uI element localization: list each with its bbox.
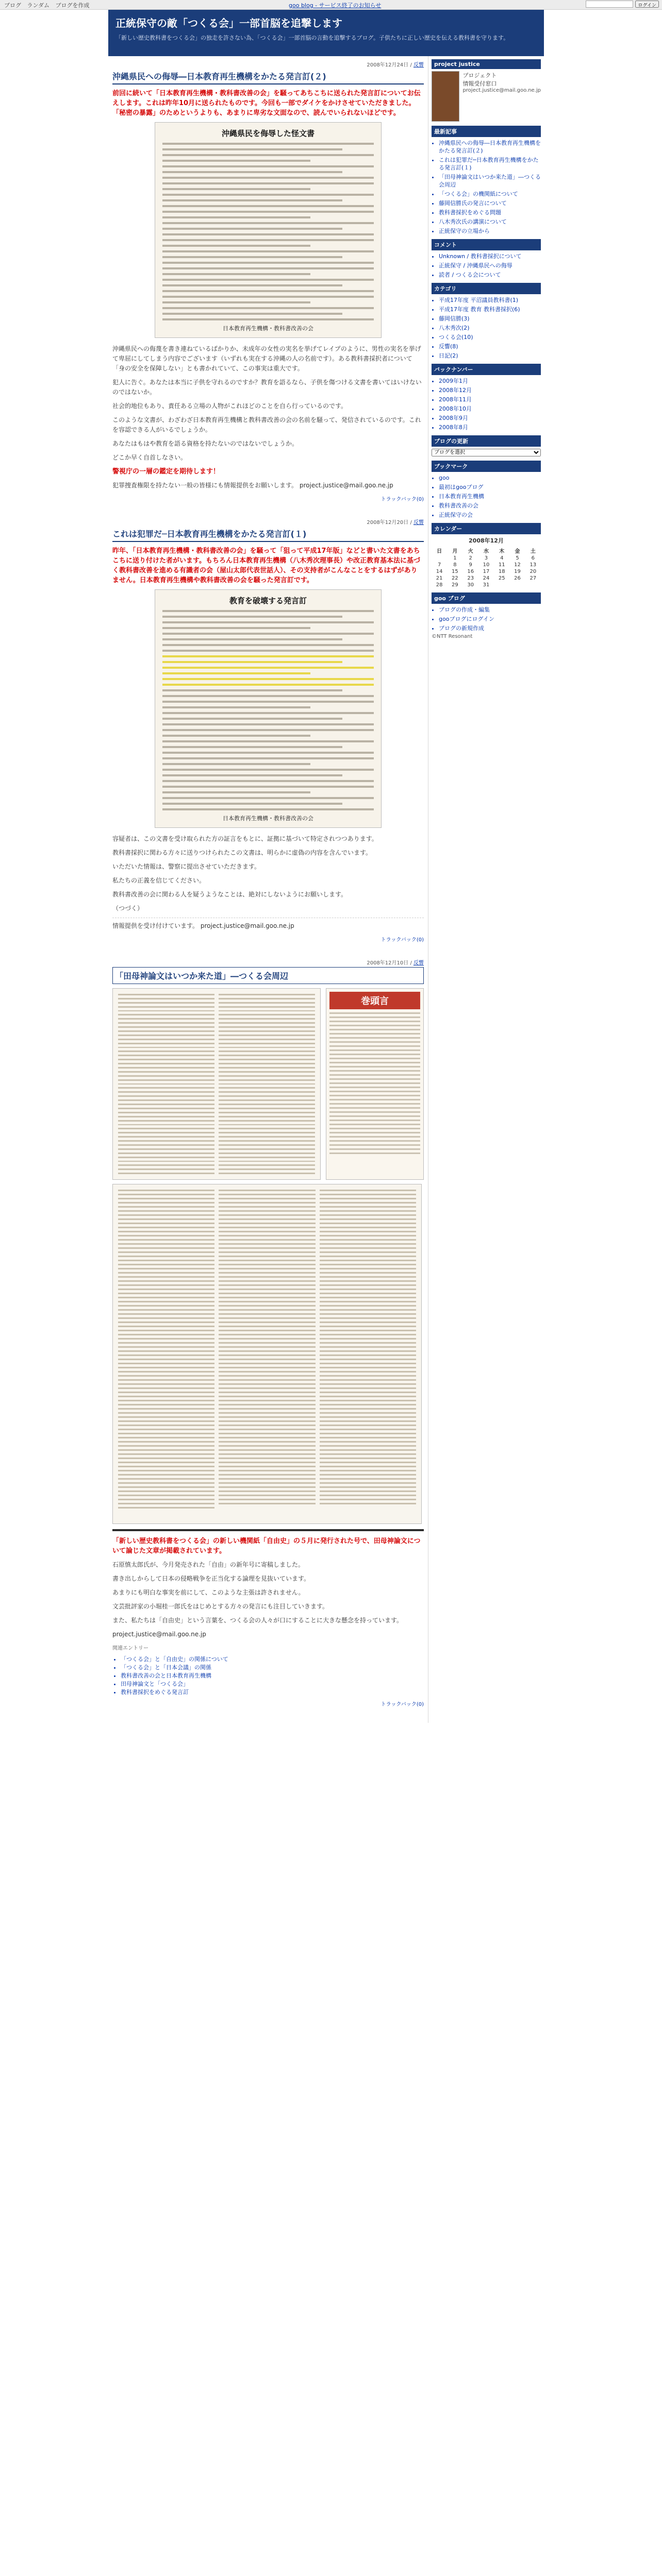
paper-heading: 巻頭言: [329, 992, 420, 1009]
recent-entry-link[interactable]: • 正統保守の立場から: [439, 227, 541, 235]
category-link[interactable]: • 反響(8): [439, 343, 541, 350]
goo-link[interactable]: • ブログの新規作成: [439, 624, 541, 632]
paper-scan-image: [112, 1184, 422, 1524]
clipping-headline: 教育を破壊する発言訂: [229, 596, 307, 605]
bookmark-link[interactable]: • 教科書改善の会: [439, 502, 541, 510]
recent-entry-link[interactable]: • 八木秀次氏の講演について: [439, 218, 541, 226]
top-link-blog[interactable]: ブログ: [4, 2, 21, 9]
profile-name: プロジェクト: [462, 72, 497, 79]
trackback-link[interactable]: トラックバック(0): [380, 1702, 424, 1707]
goo-link[interactable]: • ブログの作成・編集: [439, 606, 541, 614]
clipping-caption: 日本教育再生機構・教科書改善の会: [223, 325, 313, 332]
backnumber-box: [432, 364, 541, 431]
entry-date: 2008年12月20日 / 反響: [367, 520, 424, 526]
top-links: [4, 1, 94, 9]
related-link[interactable]: • 教科書採択をめぐる発言訂: [121, 1688, 424, 1697]
entry-paragraph: 教科書採択に関わる方々に送りつけられたこの文書は、明らかに虚偽の内容を含んでいます。: [112, 849, 372, 856]
category-heading: カテゴリ: [432, 283, 541, 294]
entry-highlight: 警視庁の一層の鑑定を期待します！: [112, 468, 220, 476]
related-title: 関連エントリー: [112, 1646, 148, 1651]
calendar-month: 2008年12月: [469, 537, 504, 544]
paper-scan-area: [112, 988, 424, 1180]
profile-heading: project justice: [432, 59, 541, 69]
goo-box: [432, 592, 541, 639]
copyright: ©NTT Resonant: [432, 634, 473, 639]
entry-paragraph: このような文書が、わざわざ日本教育再生機構と教科書改善の会の名前を騒って、発信されているのです。これを容認できる人がいるでしょうか。: [112, 416, 421, 433]
bookmark-link[interactable]: • 最初はgooブログ: [439, 483, 541, 491]
paper-scan-text-image: [112, 988, 321, 1180]
profile-mail[interactable]: project.justice@mail.goo.ne.jp: [462, 88, 541, 93]
entry-paragraph: あまりにも明白な事実を前にして、このような主張は許されません。: [112, 1589, 305, 1596]
clipping-caption: 日本教育再生機構・教科書改善の会: [223, 815, 313, 822]
entry-paragraph: いただいた情報は、警察に提出させていただきます。: [112, 863, 261, 870]
comment-link[interactable]: • 正統保守 / 沖縄県民への侮辱: [439, 262, 541, 269]
entry-body: [112, 1560, 424, 1697]
entry-paragraph: 教科書改善の会に関わる人を疑うようなことは、絶対にしないようにお願いします。: [112, 891, 347, 898]
profile-box: [432, 59, 541, 122]
calendar-table: 日 月 火 水 木 金 土 1 2 3 4 5 6 7 8 9 10 11 12 13 14 15 16 17 18 19 20 21 22 23 24 25 26 27 28 29 30 31: [436, 549, 537, 588]
blog-title[interactable]: 正統保守の敵「つくる会」一部首脳を追撃します: [115, 17, 342, 29]
top-login: [586, 1, 659, 8]
comments-heading: コメント: [432, 239, 541, 250]
entry: [112, 60, 424, 502]
calendar-heading: カレンダー: [432, 523, 541, 534]
related-link[interactable]: • 「つくる会」と「自由史」の関係について: [121, 1655, 424, 1664]
calendar-box: [432, 523, 541, 588]
backnumber-link[interactable]: • 2008年8月: [439, 423, 541, 431]
category-link[interactable]: • 八木秀次(2): [439, 324, 541, 332]
login-button[interactable]: ログイン: [635, 1, 659, 8]
recent-entry-link[interactable]: • 教科書採択をめぐる問題: [439, 209, 541, 216]
profile-text: 情報受付窓口: [462, 80, 497, 87]
bookmark-link[interactable]: • goo: [439, 474, 541, 482]
category-link[interactable]: • つくる会(10): [439, 333, 541, 341]
entry-body: [112, 834, 424, 931]
recent-entry-link[interactable]: • 藤岡信勝氏の発言について: [439, 199, 541, 207]
top-bar: [0, 0, 662, 10]
recent-heading: 最新記事: [432, 126, 541, 137]
category-link[interactable]: • 平成17年度 教育 教科書採択(6): [439, 306, 541, 313]
entry-signature: project.justice@mail.goo.ne.jp: [112, 1631, 206, 1638]
top-link-create[interactable]: ブログを作成: [55, 2, 90, 9]
backnumber-link[interactable]: • 2008年9月: [439, 414, 541, 422]
entry-title[interactable]: これは犯罪だ─日本教育再生機構をかたる発言訂(１): [112, 527, 424, 542]
entry-paragraph: 社会的地位もあり、責任ある立場の人物がこれほどのことを自ら行っているのです。: [112, 402, 347, 410]
newspaper-clipping-image: [155, 122, 382, 338]
backnumber-link[interactable]: • 2008年12月: [439, 386, 541, 394]
trackback-link[interactable]: トラックバック(0): [380, 937, 424, 943]
entry-paragraph: 犯人に告ぐ。あなたは本当に子供を守れるのですか？教育を語るなら、子供を傷つける文書を書いてはいけないのではないか。: [112, 379, 422, 396]
recent-entry-link[interactable]: • 「田母神論文はいつか来た道」―つくる会周辺: [439, 173, 541, 189]
bookmark-link[interactable]: • 日本教育再生機構: [439, 493, 541, 500]
category-box: [432, 283, 541, 360]
entry-title[interactable]: 「田母神論文はいつか来た道」―つくる会周辺: [112, 967, 424, 984]
entry: [112, 518, 424, 943]
entry-date: 2008年12月10日 / 反響: [367, 960, 424, 966]
entry-title[interactable]: 沖縄県民への侮辱―日本教育再生機構をかたる発言訂(２): [112, 69, 424, 84]
entry-signature: 情報提供を受け付けています。 project.justice@mail.goo.ne.jp: [112, 922, 294, 929]
entry-paragraph: 書き出しからして日本の侵略戦争を正当化する論理を見抜いています。: [112, 1575, 310, 1582]
entry-date: 2008年12月24日 / 反響: [367, 62, 424, 68]
recent-entries-box: [432, 126, 541, 235]
entry-category-link[interactable]: 反響: [413, 62, 424, 68]
blog-description: 「新しい歴史教科書をつくる会」の独走を許さない為、「つくる会」一部首脳の言動を追撃するブログ。子供たちに正しい歴史を伝える教科書を守ります。: [115, 35, 509, 41]
backnumber-heading: バックナンバー: [432, 364, 541, 375]
entry-paragraph: また、私たちは「自由史」という言葉を、つくる会の人々が口にすることに大きな懸念を持っています。: [112, 1617, 403, 1624]
recent-entry-link[interactable]: • 沖縄県民への侮辱―日本教育再生機構をかたる発言訂(２): [439, 139, 541, 155]
comment-link[interactable]: • Unknown / 教科書採択について: [439, 252, 541, 260]
entry-paragraph: 文芸批評家の小堀桂一郎氏をはじめとする方々の発言にも注目していきます。: [112, 1603, 329, 1610]
backnumber-link[interactable]: • 2008年11月: [439, 396, 541, 403]
backnumber-link[interactable]: • 2008年10月: [439, 405, 541, 413]
comments-box: [432, 239, 541, 279]
entry-paragraph: 私たちの正義を信じてください。: [112, 877, 206, 884]
profile-image[interactable]: [432, 71, 459, 122]
top-link-random[interactable]: ランダム: [27, 2, 50, 9]
clipping-headline: 沖縄県民を侮辱した怪文書: [221, 129, 315, 138]
blog-page: [108, 10, 544, 1723]
backnumber-link[interactable]: • 2009年1月: [439, 377, 541, 385]
entry-signature: 犯罪捜査権限を持たない一般の皆様にも情報提供をお願いします。 project.justice@mail.goo.ne.jp: [112, 482, 393, 489]
archive-select[interactable]: [432, 449, 541, 456]
entry-lead: 昨年、「日本教育再生機構・教科書改善の会」を騒って「狙って平成17年版」などと書いた文書をあちこちに送り付けた者がいます。もちろん日本教育再生機構（八木秀次理事長）や改正教育基本法に基づく教科書改善を進める有識者の会（屋山太郎代表世話人）、その支持者がこんなことをするはずがありません。日本教育再生機構や教科書改善の会を騒った発言訂です。: [112, 547, 420, 584]
recent-entry-link[interactable]: • これは犯罪だ─日本教育再生機構をかたる発言訂(１): [439, 156, 541, 172]
related-link[interactable]: • 「つくる会」と「日本会議」の関係: [121, 1664, 424, 1672]
entry: [112, 958, 424, 1707]
entry-paragraph: どこか早く自首しなさい。: [112, 454, 187, 461]
goo-heading: goo ブログ: [432, 592, 541, 604]
service-notice-link[interactable]: goo blog - サービス終了のお知らせ: [289, 2, 382, 9]
bookmark-heading: ブックマーク: [432, 461, 541, 472]
category-link[interactable]: • 日記(2): [439, 352, 541, 360]
category-link[interactable]: • 藤岡信勝(3): [439, 315, 541, 323]
entry-paragraph: 容疑者は、この文書を受け取られた方の証言をもとに、証拠に基づいて特定されつつあります。: [112, 835, 378, 842]
entry-lead: 「新しい歴史教科書をつくる会」の新しい機関紙「自由史」の５月に発行された号で、田母神論文について論じた文章が掲載されています。: [112, 1537, 421, 1555]
bookmark-box: [432, 461, 541, 519]
archive-box: [432, 435, 541, 456]
entry-paragraph: あなたはもはや教育を語る資格を持たないのではないでしょうか。: [112, 440, 299, 447]
sidebar: [428, 56, 544, 1723]
entry-paragraph: 沖縄県民への侮蔑を書き連ねているばかりか、未成年の女性の実名を挙げてレイプのように、男性の実名を挙げて卑屈にしてしまう内容でございます（いずれも実在する沖縄の人の名前です）。ある教科書採択者について「身の安全を保障しない」とも書かれていて、この事実は重大です。: [112, 345, 421, 372]
paper-cover-image: [326, 988, 424, 1180]
main-column: [108, 56, 428, 1723]
entry-category-link[interactable]: 反響: [413, 520, 424, 526]
newspaper-clipping-image: [155, 589, 382, 828]
bookmark-link[interactable]: • 正統保守の会: [439, 511, 541, 519]
goo-link[interactable]: • gooブログにログイン: [439, 615, 541, 623]
related-link[interactable]: • 教科書改善の会と日本教育再生機構: [121, 1672, 424, 1680]
related-link[interactable]: • 田母神論文と「つくる会」: [121, 1680, 424, 1688]
blog-header: [108, 10, 544, 56]
entry-category-link[interactable]: 反響: [413, 960, 424, 966]
comment-link[interactable]: • 読者 / つくる会について: [439, 271, 541, 279]
login-input[interactable]: [586, 1, 633, 8]
entry-continued: （つづく）: [112, 905, 144, 912]
entry-body: [112, 344, 424, 490]
entry-paragraph: 石原慎太郎氏が、今月発売された「自由」の新年号に寄稿しました。: [112, 1561, 305, 1568]
archive-heading: ブログの更新: [432, 435, 541, 447]
recent-entry-link[interactable]: • 「つくる会」の機関紙について: [439, 190, 541, 198]
entry-lead: 前回に続いて「日本教育再生機構・教科書改善の会」を騒ってあちこちに送られた発言訂についてお伝えします。これは昨年10月に送られたものです。今回も一部でダイケをかけさせていただきました。「秘密の暴露」のためというよりも、あまりに卑劣な文面なので、読んでいられないほどです。: [112, 90, 421, 117]
trackback-link[interactable]: トラックバック(0): [380, 497, 424, 502]
category-link[interactable]: • 平成17年度 平沼議員教科書(1): [439, 296, 541, 304]
